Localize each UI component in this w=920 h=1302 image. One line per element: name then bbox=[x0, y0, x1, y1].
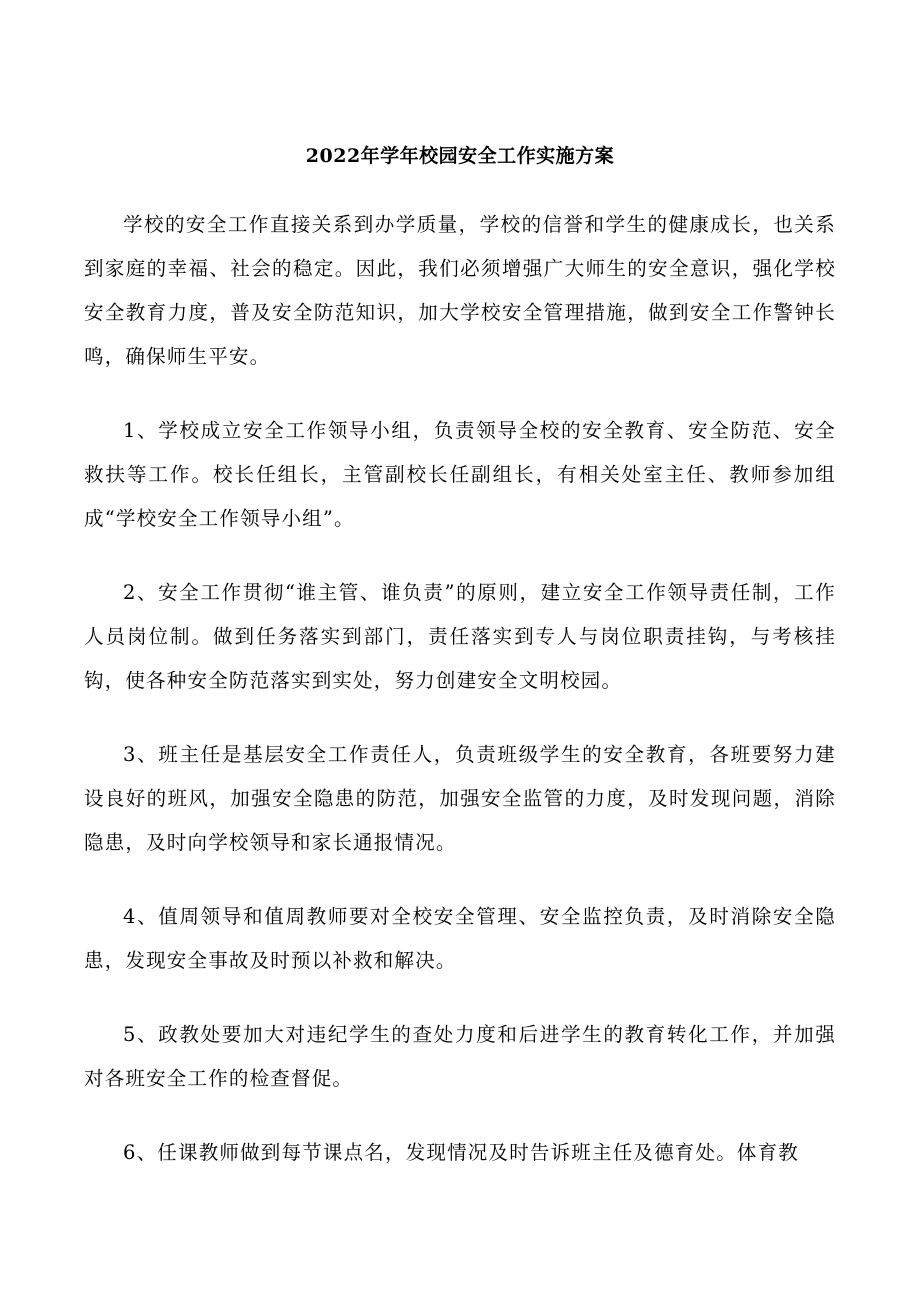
document-body bbox=[84, 203, 836, 1175]
item-2-paragraph: 2、安全工作贯彻“谁主管、谁负责”的原则，建立安全工作领导责任制，工作人员岗位制。做到任务落实到部门，责任落实到专人与岗位职责挂钩，与考核挂钩，使各种安全防范落实到实处，努力创建安全文明校园。 bbox=[84, 581, 836, 692]
intro-paragraph: 学校的安全工作直接关系到办学质量，学校的信誉和学生的健康成长，也关系到家庭的幸福、社会的稳定。因此，我们必须增强广大师生的安全意识，强化学校安全教育力度，普及安全防范知识，加大学校安全管理措施，做到安全工作警钟长鸣，确保师生平安。 bbox=[84, 213, 836, 368]
item-1-paragraph: 1、学校成立安全工作领导小组，负责领导全校的安全教育、安全防范、安全救扶等工作。校长任组长，主管副校长任副组长，有相关处室主任、教师参加组成“学校安全工作领导小组”。 bbox=[84, 419, 836, 530]
item-3-paragraph: 3、班主任是基层安全工作责任人，负责班级学生的安全教育，各班要努力建设良好的班风，加强安全隐患的防范，加强安全监管的力度，及时发现问题，消除隐患，及时向学校领导和家长通报情况。 bbox=[84, 743, 836, 854]
document-title: 2022年学年校园安全工作实施方案 bbox=[305, 145, 615, 167]
item-5-paragraph: 5、政教处要加大对违纪学生的查处力度和后进学生的教育转化工作，并加强对各班安全工作的检查督促。 bbox=[84, 1023, 836, 1090]
item-6-paragraph: 6、任课教师做到每节课点名，发现情况及时告诉班主任及德育处。体育教 bbox=[123, 1141, 800, 1164]
item-4-paragraph: 4、值周领导和值周教师要对全校安全管理、安全监控负责，及时消除安全隐患，发现安全事故及时预以补救和解决。 bbox=[84, 905, 836, 972]
